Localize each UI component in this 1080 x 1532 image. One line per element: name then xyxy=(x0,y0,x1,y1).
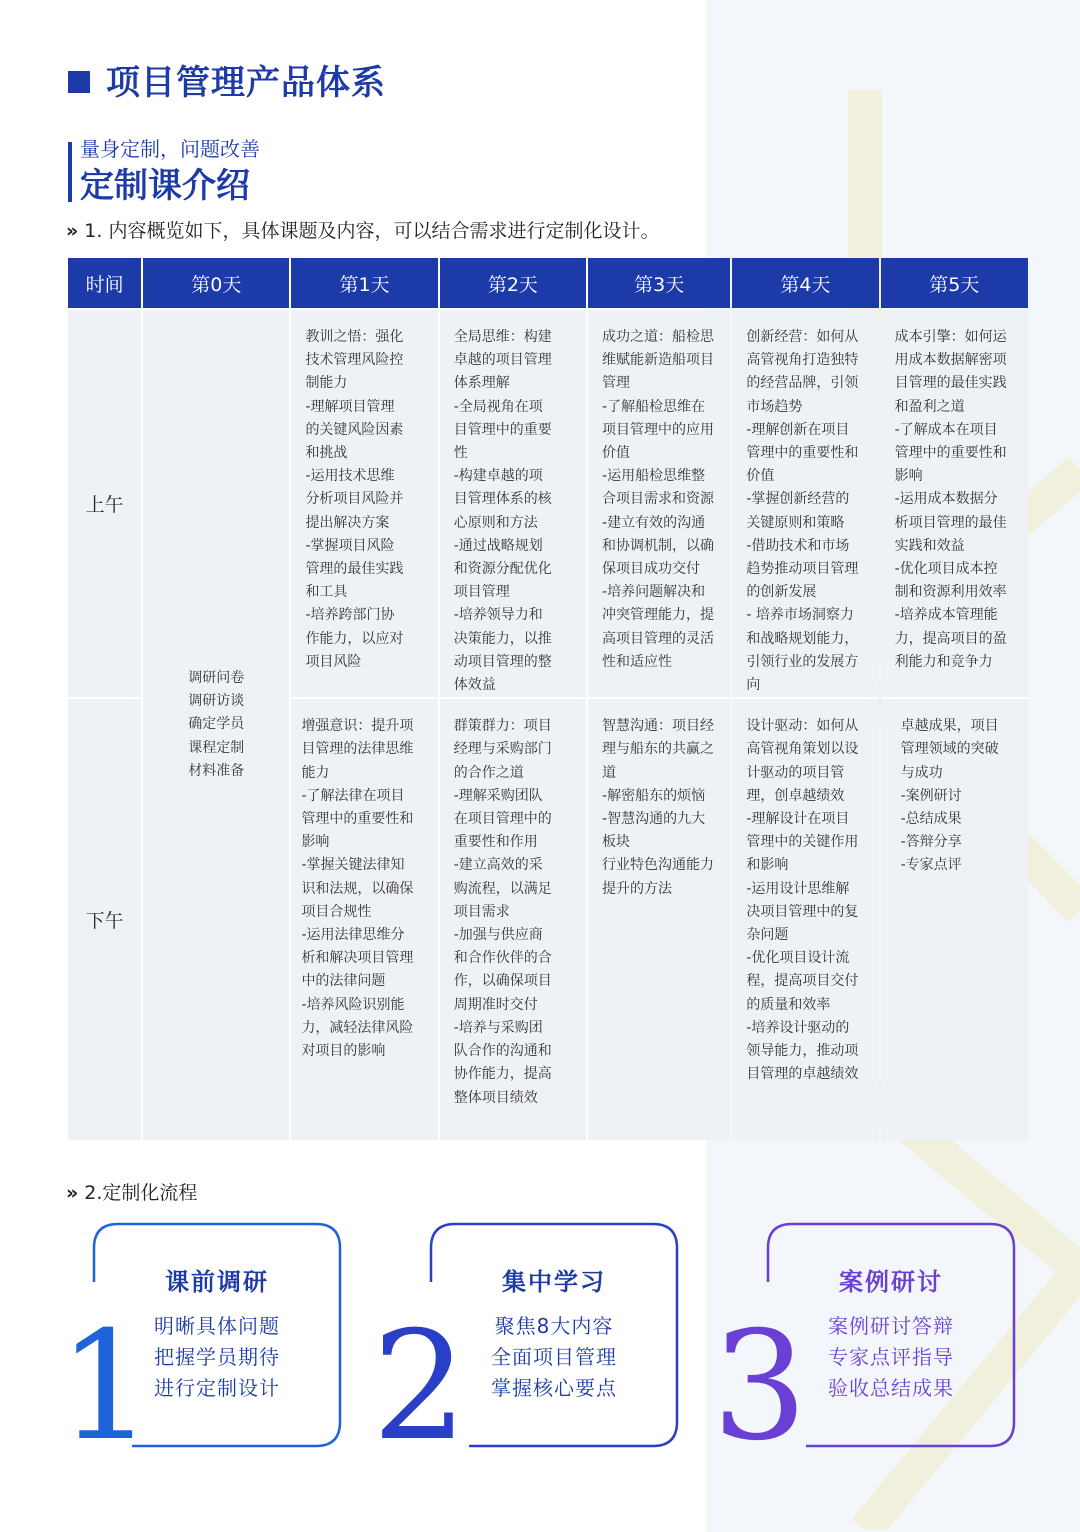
title-marker xyxy=(68,71,90,93)
chevron-double-right-icon: » xyxy=(66,1182,79,1204)
cell-day2-pm: 群策群力：项目 经理与采购部门 的合作之道 -理解采购团队 在项目管理中的 重要性和作用 -建立高效的采 购流程，以满足 项目需求 -加强与供应商 和合作伙伴的合 作，以确保项目 周期准时交付 -培养与采购团 队合作的沟通和 协作能力，提高 整体项目绩效 xyxy=(440,697,586,1140)
chevron-double-right-icon: » xyxy=(66,220,79,242)
section-2-heading xyxy=(66,1180,197,1206)
period-pm: 下午 xyxy=(68,697,141,1140)
card-3-line-1: 案例研讨答辩 xyxy=(828,1314,954,1338)
card-2-line-1: 聚焦8大内容 xyxy=(494,1314,614,1338)
subtitle: 定制课介绍 xyxy=(80,166,250,206)
card-1-line-2: 把握学员期待 xyxy=(154,1345,280,1369)
subtitle-kicker: 量身定制，问题改善 xyxy=(80,137,260,161)
cell-day4-pm: 设计驱动：如何从 高管视角策划以设 计驱动的项目管 理，创卓越绩效 -理解设计在项目 管理中的关键作用 和影响 -运用设计思维解 决项目管理中的复 杂问题 -优化项目设计流 程，提高项目交付 的质量和效率 -培养设计驱动的 领导能力，推动项 目管理的卓越绩效 xyxy=(732,697,878,1140)
header-time: 时间 xyxy=(68,258,141,308)
card-1-line-3: 进行定制设计 xyxy=(154,1376,280,1400)
cell-day5-pm: 卓越成果，项目 管理领域的突破 与成功 -案例研讨 -总结成果 -答辩分享 -专家点评 xyxy=(881,697,1028,1140)
cell-day5-am: 成本引擎：如何运 用成本数据解密项 目管理的最佳实践 和盈利之道 -了解成本在项目 管理中的重要性和 影响 -运用成本数据分 析项目管理的最佳 实践和效益 -优化项目成本控 制和资源利用效率 -培养成本管理能 力，提高项目的盈 利能力和竞争力 xyxy=(881,310,1028,697)
cell-day1-pm: 增强意识：提升项 目管理的法律思维 能力 -了解法律在项目 管理中的重要性和 影响 -掌握关键法律知 识和法规，以确保 项目合规性 -运用法律思维分 析和解决项目管理 中的法律问题 -培养风险识别能 力，减轻法律风险 对项目的影响 xyxy=(291,697,437,1140)
cell-day3-am: 成功之道：船检思 维赋能新造船项目 管理 -了解船检思维在 项目管理中的应用 价值 -运用船检思维整 合项目需求和资源 -建立有效的沟通 和协调机制，以确 保项目成功交付 -培养问题解决和 冲突管理能力，提 高项目管理的灵活 性和适应性 xyxy=(588,310,730,697)
card-1-title: 课前调研 xyxy=(165,1268,269,1296)
table-row-am xyxy=(68,310,1028,697)
header-day3: 第3天 xyxy=(588,258,730,308)
card-2-line-3: 掌握核心要点 xyxy=(491,1376,617,1400)
header-day2: 第2天 xyxy=(440,258,586,308)
step-number-3: 3 xyxy=(712,1300,808,1474)
card-3-line-2: 专家点评指导 xyxy=(828,1345,954,1369)
section-2-text: 2.定制化流程 xyxy=(84,1182,198,1204)
cell-day3-pm: 智慧沟通：项目经 理与船东的共赢之 道 -解密船东的烦恼 -智慧沟通的九大 板块 行业特色沟通能力 提升的方法 xyxy=(588,697,730,1140)
day0-activities: 调研问卷 调研访谈 确定学员 课程定制 材料准备 xyxy=(143,310,289,1140)
section-1-text: 1. 内容概览如下，具体课题及内容，可以结合需求进行定制化设计。 xyxy=(84,220,660,242)
page-title: 项目管理产品体系 xyxy=(106,63,386,103)
cell-day2-am: 全局思维：构建 卓越的项目管理 体系理解 -全局视角在项 目管理中的重要 性 -构建卓越的项 目管理体系的核 心原则和方法 -通过战略规划 和资源分配优化 项目管理 -培养领导力和 决策能力，以推 动项目管理的整 体效益 xyxy=(440,310,586,697)
section-1-heading xyxy=(66,218,659,244)
header-day1: 第1天 xyxy=(291,258,437,308)
card-1-line-1: 明晰具体问题 xyxy=(154,1314,280,1338)
card-3-title: 案例研讨 xyxy=(839,1268,943,1296)
subtitle-accent-bar xyxy=(68,142,72,202)
header-day0: 第0天 xyxy=(143,258,289,308)
card-2-title: 集中学习 xyxy=(502,1268,606,1296)
step-number-2: 2 xyxy=(372,1300,468,1474)
step-number-1: 1 xyxy=(58,1300,154,1474)
header-day4: 第4天 xyxy=(732,258,878,308)
cell-day4-am: 创新经营：如何从 高管视角打造独特 的经营品牌，引领 市场趋势 -理解创新在项目 管理中的重要性和 价值 -掌握创新经营的 关键原则和策略 -借助技术和市场 趋势推动项目管理 的创新发展 - 培养市场洞察力 和战略规划能力， 引领行业的发展方 向 xyxy=(732,310,878,697)
card-2-line-2: 全面项目管理 xyxy=(491,1345,617,1369)
card-3-line-3: 验收总结成果 xyxy=(828,1376,954,1400)
cell-day1-am: 教训之悟：强化 技术管理风险控 制能力 -理解项目管理 的关键风险因素 和挑战 -运用技术思维 分析项目风险并 提出解决方案 -掌握项目风险 管理的最佳实践 和工具 -培养跨部门协 作能力，以应对 项目风险 xyxy=(291,310,437,697)
header-day5: 第5天 xyxy=(881,258,1028,308)
schedule-table xyxy=(66,258,1030,1140)
period-am: 上午 xyxy=(68,310,141,697)
